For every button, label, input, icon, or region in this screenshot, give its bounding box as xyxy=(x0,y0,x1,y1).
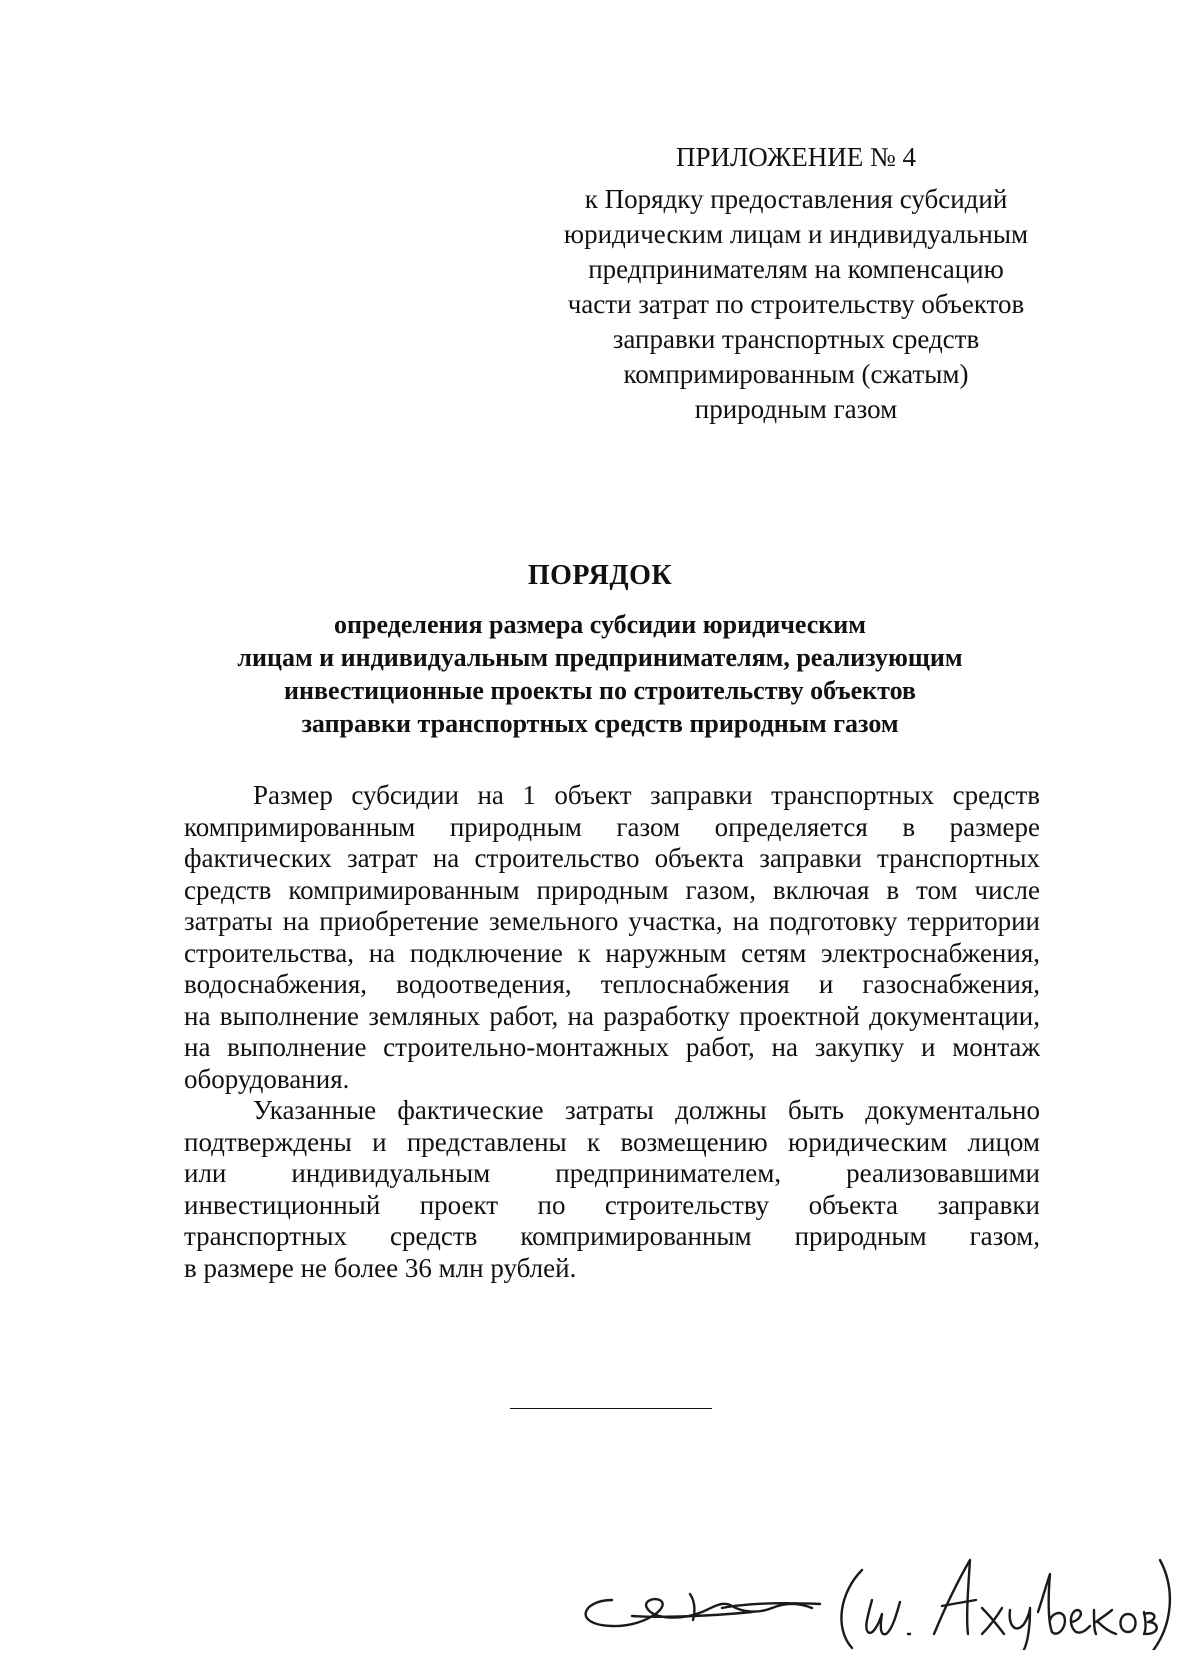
subtitle-line: инвестиционные проекты по строительству объектов xyxy=(284,676,916,705)
text-line: инвестиционный проект по строительству объекта заправки xyxy=(184,1189,1040,1220)
text-line: водоснабжения, водоотведения, теплоснабжения и газоснабжения, xyxy=(184,969,1040,999)
separator-line xyxy=(510,1408,712,1409)
appendix-line: части затрат по строительству объектов xyxy=(567,289,1025,319)
text-line: оборудования. xyxy=(184,1063,350,1094)
text-line: транспортных средств компримированным природным газом, xyxy=(184,1221,1040,1251)
appendix-line: заправки транспортных средств xyxy=(612,324,980,354)
document-subtitle xyxy=(0,608,1200,740)
text-line: подтверждены и представлены к возмещению юридическим лицом xyxy=(184,1126,1040,1157)
appendix-header xyxy=(552,140,1040,427)
text-line: в размере не более 36 млн рублей. xyxy=(184,1252,577,1283)
text-line: фактических затрат на строительство объекта заправки транспортных xyxy=(184,843,1040,873)
text-line: компримированным природным газом определяется в размере xyxy=(184,811,1040,842)
appendix-title: ПРИЛОЖЕНИЕ № 4 xyxy=(675,142,917,172)
text-line: на выполнение строительно-монтажных работ, на закупку и монтаж xyxy=(184,1032,1040,1062)
appendix-line: предпринимателям на компенсацию xyxy=(588,254,1004,284)
signature xyxy=(572,1530,1172,1650)
appendix-line: юридическим лицам и индивидуальным xyxy=(563,219,1029,249)
subtitle-line: определения размера субсидии юридическим xyxy=(334,610,866,639)
text-line: на выполнение земляных работ, на разработку проектной документации, xyxy=(184,1000,1040,1031)
document-title: ПОРЯДОК xyxy=(527,560,673,591)
text-line: Размер субсидии на 1 объект заправки транспортных средств xyxy=(253,780,1040,810)
text-line: средств компримированным природным газом, включая в том числе xyxy=(184,874,1040,905)
appendix-line: природным газом xyxy=(694,394,898,424)
subtitle-line: заправки транспортных средств природным газом xyxy=(301,709,899,738)
text-line: или индивидуальным предпринимателем, реализовавшими xyxy=(184,1158,1040,1188)
body-text xyxy=(184,780,1040,1284)
handwritten-signature-image xyxy=(572,1530,1172,1650)
text-line: Указанные фактические затраты должны быть документально xyxy=(253,1095,1040,1125)
paragraph-2 xyxy=(184,1095,1040,1284)
paragraph-1 xyxy=(184,780,1040,1095)
appendix-line: к Порядку предоставления субсидий xyxy=(584,184,1008,214)
text-line: строительства, на подключение к наружным сетям электроснабжения, xyxy=(184,937,1040,968)
appendix-line: компримированным (сжатым) xyxy=(623,359,969,389)
text-line: затраты на приобретение земельного участка, на подготовку территории xyxy=(184,906,1040,936)
subtitle-line: лицам и индивидуальным предпринимателям, реализующим xyxy=(237,643,963,672)
